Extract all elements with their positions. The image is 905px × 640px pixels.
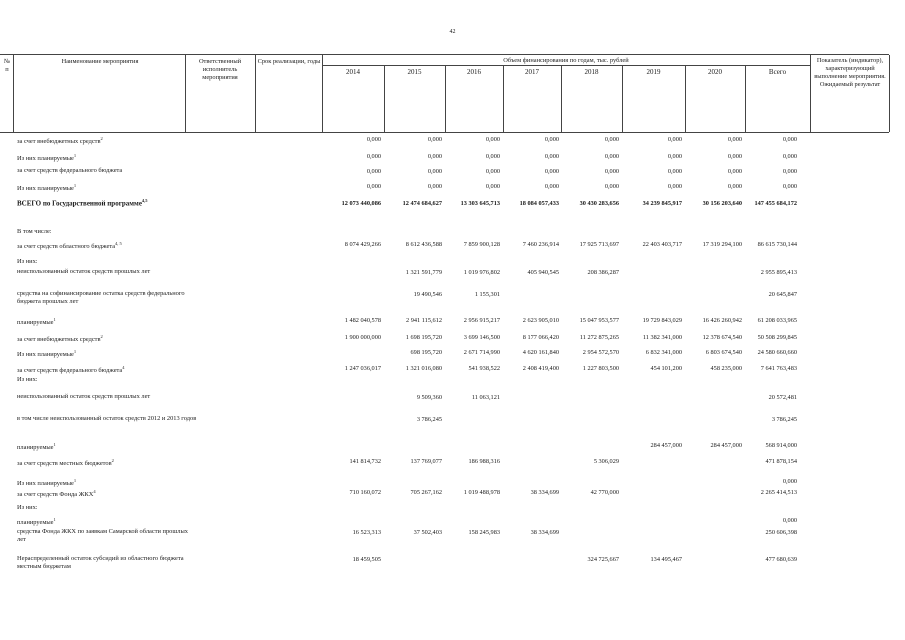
cell-value: 16 426 260,942	[702, 317, 742, 324]
cell-value: 37 502,403	[413, 529, 442, 536]
row-label: планируемые$^1$	[17, 317, 56, 327]
cell-value: 0,000	[782, 183, 797, 190]
year-header: 2016	[467, 68, 481, 76]
cell-value: 0,000	[427, 153, 442, 160]
cell-value: 0,000	[667, 136, 682, 143]
year-header: 2014	[346, 68, 360, 76]
header-indicator: Показатель (индикатор), характеризующий выполнение мероприятия. Ожидаемый результат	[814, 57, 886, 88]
cell-value: 2 623 905,010	[522, 317, 559, 324]
header-number: № п	[3, 58, 11, 73]
cell-value: 541 938,522	[468, 365, 500, 372]
cell-value: 8 177 066,420	[522, 334, 559, 341]
cell-value: 186 988,316	[468, 458, 500, 465]
cell-value: 0,000	[727, 183, 742, 190]
row-label: Из них планируемые$^1$	[17, 183, 77, 193]
row-label: Из них планируемые$^1$	[17, 153, 77, 163]
year-header: 2020	[708, 68, 722, 76]
cell-value: 1 321 591,779	[405, 269, 442, 276]
cell-value: 6 803 674,540	[705, 349, 742, 356]
cell-value: 42 770,000	[590, 489, 619, 496]
cell-value: 0,000	[782, 153, 797, 160]
cell-value: 19 729 843,029	[642, 317, 682, 324]
cell-value: 477 680,639	[765, 556, 797, 563]
row-label: ВСЕГО по Государственной программе$^{4,5}$	[17, 198, 148, 208]
cell-value: 1 247 036,017	[344, 365, 381, 372]
cell-value: 147 455 684,172	[754, 200, 797, 207]
cell-value: 50 508 299,845	[757, 334, 797, 341]
row-label: Из них планируемые$^1$	[17, 478, 77, 488]
row-label: неиспользованный остаток средств прошлых лет	[17, 268, 151, 275]
cell-value: 17 319 294,100	[702, 241, 742, 248]
cell-value: 2 671 714,990	[463, 349, 500, 356]
cell-value: 0,000	[604, 153, 619, 160]
cell-value: 12 378 674,540	[702, 334, 742, 341]
cell-value: 284 457,000	[650, 442, 682, 449]
cell-value: 2 956 915,217	[463, 317, 500, 324]
cell-value: 1 900 000,000	[344, 334, 381, 341]
row-label: Из них:	[17, 376, 38, 383]
header-period: Срок реализации, годы	[257, 58, 321, 65]
cell-value: 0,000	[427, 168, 442, 175]
cell-value: 134 495,467	[650, 556, 682, 563]
cell-value: 2 265 414,513	[760, 489, 797, 496]
cell-value: 22 403 403,717	[642, 241, 682, 248]
cell-value: 0,000	[727, 153, 742, 160]
cell-value: 1 019 488,978	[463, 489, 500, 496]
cell-value: 137 769,077	[410, 458, 442, 465]
row-label: за счет внебюджетных средств$^2$	[17, 334, 103, 344]
cell-value: 0,000	[544, 153, 559, 160]
cell-value: 38 334,699	[530, 529, 559, 536]
cell-value: 8 612 436,588	[405, 241, 442, 248]
cell-value: 1 698 195,720	[405, 334, 442, 341]
cell-value: 11 272 875,265	[579, 334, 619, 341]
cell-value: 1 321 016,080	[405, 365, 442, 372]
cell-value: 0,000	[485, 183, 500, 190]
cell-value: 18 459,505	[352, 556, 381, 563]
cell-value: 705 267,162	[410, 489, 442, 496]
header-executor: Ответственный исполнитель мероприятия	[198, 58, 242, 81]
cell-value: 568 914,000	[765, 442, 797, 449]
cell-value: 250 606,398	[765, 529, 797, 536]
cell-value: 0,000	[667, 168, 682, 175]
row-label: Из них:	[17, 504, 38, 511]
cell-value: 11 382 341,000	[642, 334, 682, 341]
cell-value: 0,000	[544, 168, 559, 175]
cell-value: 2 955 895,413	[760, 269, 797, 276]
cell-value: 0,000	[727, 168, 742, 175]
cell-value: 0,000	[366, 153, 381, 160]
cell-value: 1 155,301	[474, 291, 500, 298]
cell-value: 7 460 236,914	[522, 241, 559, 248]
cell-value: 16 523,313	[352, 529, 381, 536]
cell-value: 458 235,000	[710, 365, 742, 372]
cell-value: 1 019 976,802	[463, 269, 500, 276]
cell-value: 15 047 953,577	[579, 317, 619, 324]
row-label: средства Фонда ЖКХ по заявкам Самарской области прошлых лет	[17, 528, 188, 543]
cell-value: 710 160,072	[349, 489, 381, 496]
cell-value: 454 101,200	[650, 365, 682, 372]
cell-value: 24 580 660,660	[757, 349, 797, 356]
row-label: планируемые$^1$	[17, 442, 56, 452]
cell-value: 0,000	[667, 153, 682, 160]
cell-value: 324 725,667	[587, 556, 619, 563]
cell-value: 0,000	[667, 183, 682, 190]
cell-value: 0,000	[485, 136, 500, 143]
cell-value: 17 925 713,697	[579, 241, 619, 248]
cell-value: 86 615 730,144	[757, 241, 797, 248]
header-volume: Объем финансирования по годам, тыс. рублей	[503, 57, 629, 64]
cell-value: 698 195,720	[410, 349, 442, 356]
row-label: за счет внебюджетных средств$^2$	[17, 136, 103, 146]
cell-value: 284 457,000	[710, 442, 742, 449]
cell-value: 13 303 645,713	[460, 200, 500, 207]
cell-value: 11 063,121	[471, 394, 500, 401]
cell-value: 12 474 684,627	[402, 200, 442, 207]
cell-value: 208 386,287	[587, 269, 619, 276]
cell-value: 30 156 203,640	[702, 200, 742, 207]
cell-value: 405 940,545	[527, 269, 559, 276]
cell-value: 19 490,546	[413, 291, 442, 298]
cell-value: 5 306,029	[593, 458, 619, 465]
cell-value: 4 620 161,840	[522, 349, 559, 356]
cell-value: 0,000	[604, 136, 619, 143]
year-header: 2017	[525, 68, 539, 76]
cell-value: 0,000	[366, 183, 381, 190]
row-label: средства на софинансирование остатка средств федерального бюджета прошлых лет	[17, 290, 185, 305]
header-name: Наименование мероприятия	[61, 58, 139, 65]
row-label: в том числе неиспользованный остаток средств 2012 и 2013 годов	[17, 415, 197, 422]
cell-value: 0,000	[427, 136, 442, 143]
year-header: Всего	[768, 68, 787, 76]
cell-value: 0,000	[485, 153, 500, 160]
cell-value: 2 408 419,400	[522, 365, 559, 372]
cell-value: 9 509,360	[416, 394, 442, 401]
cell-value: 6 832 341,000	[645, 349, 682, 356]
cell-value: 0,000	[366, 168, 381, 175]
cell-value: 0,000	[427, 183, 442, 190]
row-label: за счет средств областного бюджета$^{4, 5}$	[17, 241, 122, 251]
cell-value: 0,000	[782, 168, 797, 175]
cell-value: 7 859 900,128	[463, 241, 500, 248]
cell-value: 7 641 763,483	[760, 365, 797, 372]
cell-value: 0,000	[727, 136, 742, 143]
year-header: 2018	[584, 68, 599, 76]
cell-value: 3 786,245	[771, 416, 797, 423]
cell-value: 471 878,154	[765, 458, 797, 465]
cell-value: 8 074 429,266	[344, 241, 381, 248]
row-label: за счет средств местных бюджетов$^2$	[17, 458, 114, 468]
row-label: неиспользованный остаток средств прошлых лет	[17, 393, 151, 400]
cell-value: 0,000	[544, 136, 559, 143]
row-label: Нераспределенный остаток субсидий из областного бюджета местным бюджетам	[17, 555, 184, 570]
row-label: Из них планируемые$^1$	[17, 349, 77, 359]
cell-value: 0,000	[604, 168, 619, 175]
cell-value: 18 084 057,433	[519, 200, 559, 207]
cell-value: 3 786,245	[416, 416, 442, 423]
cell-value: 158 245,983	[468, 529, 500, 536]
row-label: за счет средств Фонда ЖКХ$^4$	[17, 489, 96, 499]
cell-value: 12 073 440,086	[341, 200, 381, 207]
cell-value: 38 334,699	[530, 489, 559, 496]
cell-value: 2 954 572,570	[582, 349, 619, 356]
cell-value: 30 430 283,656	[579, 200, 619, 207]
cell-value: 0,000	[485, 168, 500, 175]
cell-value: 1 227 803,500	[582, 365, 619, 372]
cell-value: 61 208 033,965	[757, 317, 797, 324]
cell-value: 2 941 115,612	[406, 317, 442, 324]
year-header: 2015	[407, 68, 422, 76]
cell-value: 0,000	[782, 136, 797, 143]
row-label: за счет средств федерального бюджета$^4$	[17, 365, 125, 375]
row-label: В том числе:	[17, 228, 52, 235]
cell-value: 34 239 845,917	[642, 200, 682, 207]
cell-value: 0,000	[782, 517, 797, 524]
cell-value: 1 482 040,578	[344, 317, 381, 324]
cell-value: 20 572,481	[768, 394, 797, 401]
page-number: 42	[449, 29, 456, 35]
row-label: планируемые$^1$	[17, 517, 56, 527]
row-label: за счет средств федерального бюджета	[17, 167, 123, 174]
year-header: 2019	[646, 68, 661, 76]
cell-value: 0,000	[544, 183, 559, 190]
cell-value: 0,000	[366, 136, 381, 143]
cell-value: 20 645,847	[768, 291, 797, 298]
cell-value: 0,000	[604, 183, 619, 190]
row-label: Из них:	[17, 258, 38, 265]
cell-value: 3 699 146,500	[463, 334, 500, 341]
cell-value: 141 814,732	[349, 458, 381, 465]
cell-value: 0,000	[782, 478, 797, 485]
